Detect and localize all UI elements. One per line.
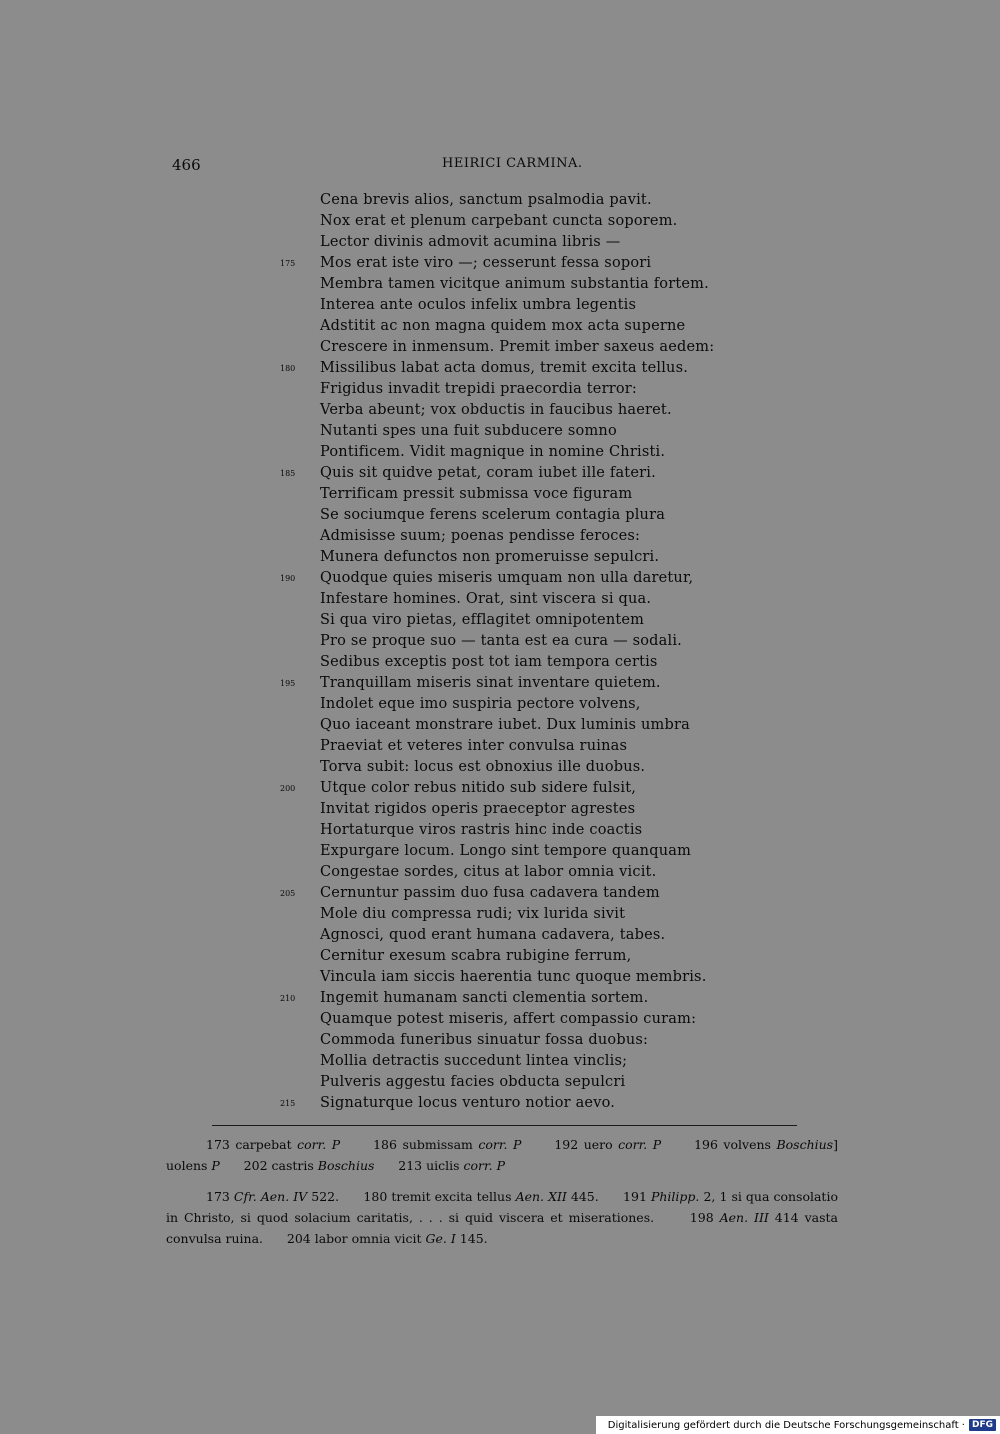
poem-line xyxy=(280,631,800,652)
poem-line xyxy=(280,652,800,673)
poem-line xyxy=(280,841,800,862)
poem-line xyxy=(280,295,800,316)
line-text: Mos erat iste viro —; cesserunt fessa sopori xyxy=(320,255,652,271)
line-text: Vincula iam siccis haerentia tunc quoque membris. xyxy=(320,969,707,985)
line-text: Cena brevis alios, sanctum psalmodia pavit. xyxy=(320,192,652,208)
poem-line xyxy=(280,694,800,715)
note-segment: corr. P xyxy=(463,1158,505,1173)
line-number: 190 xyxy=(280,574,296,583)
poem-line xyxy=(280,379,800,400)
line-text: Congestae sordes, citus at labor omnia vicit. xyxy=(320,864,657,880)
page-number: 466 xyxy=(172,156,201,174)
poem-line xyxy=(280,442,800,463)
poem-text xyxy=(280,190,800,1114)
line-text: Pontificem. Vidit magnique in nomine Christi. xyxy=(320,444,666,460)
poem-line xyxy=(280,715,800,736)
line-text: Admisisse suum; poenas pendisse feroces: xyxy=(320,528,641,544)
line-number: 180 xyxy=(280,364,296,373)
line-text: Quodque quies miseris umquam non ulla daretur, xyxy=(320,570,694,586)
poem-line xyxy=(280,484,800,505)
line-text: Nutanti spes una fuit subducere somno xyxy=(320,423,617,439)
dfg-logo: DFG xyxy=(969,1419,996,1431)
line-number: 175 xyxy=(280,259,296,268)
note-segment: 192 uero xyxy=(521,1137,619,1152)
line-text: Ingemit humanam sancti clementia sortem. xyxy=(320,990,649,1006)
line-text: Infestare homines. Orat, sint viscera si qua. xyxy=(320,591,652,607)
poem-line xyxy=(280,274,800,295)
poem-line xyxy=(280,946,800,967)
poem-line xyxy=(280,988,800,1009)
note-segment: Boschius xyxy=(776,1137,834,1152)
poem-line xyxy=(280,358,800,379)
poem-line xyxy=(280,421,800,442)
poem-line xyxy=(280,925,800,946)
source-notes xyxy=(166,1186,842,1249)
line-text: Quamque potest miseris, affert compassio curam: xyxy=(320,1011,697,1027)
poem-line xyxy=(280,568,800,589)
note-segment: corr. P xyxy=(478,1137,522,1152)
poem-line xyxy=(280,232,800,253)
line-text: Quis sit quidve petat, coram iubet ille fateri. xyxy=(320,465,656,481)
poem-line xyxy=(280,589,800,610)
poem-line xyxy=(280,526,800,547)
running-title: HEIRICI CARMINA. xyxy=(442,156,583,171)
critical-apparatus xyxy=(166,1134,842,1176)
poem-line xyxy=(280,862,800,883)
note-segment: 196 volvens xyxy=(661,1137,777,1152)
line-text: Commoda funeribus sinuatur fossa duobus: xyxy=(320,1032,649,1048)
note-segment: 173 carpebat xyxy=(206,1137,298,1152)
poem-line xyxy=(280,799,800,820)
line-text: Invitat rigidos operis praeceptor agrestes xyxy=(320,801,636,817)
line-text: Interea ante oculos infelix umbra legentis xyxy=(320,297,637,313)
poem-line xyxy=(280,337,800,358)
line-text: Torva subit: locus est obnoxius ille duobus. xyxy=(320,759,646,775)
poem-line xyxy=(280,610,800,631)
line-text: Cernitur exesum scabra rubigine ferrum, xyxy=(320,948,632,964)
line-number: 210 xyxy=(280,994,296,1003)
poem-line xyxy=(280,1009,800,1030)
note-segment: corr. P xyxy=(297,1137,341,1152)
poem-line xyxy=(280,316,800,337)
note-segment: ] uolens xyxy=(166,1137,842,1173)
line-text: Crescere in inmensum. Premit imber saxeus aedem: xyxy=(320,339,715,355)
line-number: 200 xyxy=(280,784,296,793)
line-text: Pro se proque suo — tanta est ea cura — sodali. xyxy=(320,633,682,649)
line-text: Mollia detractis succedunt lintea vinclis; xyxy=(320,1053,628,1069)
sources-paragraph xyxy=(166,1186,842,1249)
poem-line xyxy=(280,1072,800,1093)
line-text: Membra tamen vicitque animum substantia fortem. xyxy=(320,276,709,292)
line-text: Munera defunctos non promeruisse sepulcri. xyxy=(320,549,660,565)
note-segment: 522. 180 tremit excita tellus xyxy=(307,1189,516,1204)
note-segment: 213 uiclis xyxy=(374,1158,464,1173)
poem-line xyxy=(280,190,800,211)
note-segment: Cfr. Aen. IV xyxy=(233,1189,308,1204)
line-text: Missilibus labat acta domus, tremit excita tellus. xyxy=(320,360,689,376)
line-text: Adstitit ac non magna quidem mox acta superne xyxy=(320,318,686,334)
line-text: Verba abeunt; vox obductis in faucibus haeret. xyxy=(320,402,672,418)
poem-line xyxy=(280,211,800,232)
line-number: 185 xyxy=(280,469,296,478)
poem-line xyxy=(280,1093,800,1114)
note-segment: 445. 191 xyxy=(566,1189,651,1204)
line-text: Praeviat et veteres inter convulsa ruinas xyxy=(320,738,628,754)
line-text: Se sociumque ferens scelerum contagia plura xyxy=(320,507,666,523)
poem-line xyxy=(280,820,800,841)
poem-line xyxy=(280,673,800,694)
page-header xyxy=(172,156,782,178)
line-text: Mole diu compressa rudi; vix lurida sivit xyxy=(320,906,626,922)
poem-line xyxy=(280,757,800,778)
line-text: Cernuntur passim duo fusa cadavera tandem xyxy=(320,885,660,901)
poem-line xyxy=(280,736,800,757)
line-text: Nox erat et plenum carpebant cuncta soporem. xyxy=(320,213,678,229)
line-number: 205 xyxy=(280,889,296,898)
note-segment: Boschius xyxy=(317,1158,375,1173)
note-segment: Ge. I xyxy=(425,1231,456,1246)
poem-line xyxy=(280,1051,800,1072)
note-segment: 186 submissam xyxy=(340,1137,479,1152)
line-text: Sedibus exceptis post tot iam tempora certis xyxy=(320,654,658,670)
line-text: Pulveris aggestu facies obducta sepulcri xyxy=(320,1074,626,1090)
poem-line xyxy=(280,253,800,274)
poem-line xyxy=(280,547,800,568)
note-segment: Aen. III xyxy=(719,1210,769,1225)
line-text: Utque color rebus nitido sub sidere fulsit, xyxy=(320,780,637,796)
note-segment: Philipp. xyxy=(650,1189,700,1204)
poem-line xyxy=(280,400,800,421)
poem-line xyxy=(280,463,800,484)
line-number: 215 xyxy=(280,1099,296,1108)
note-segment: Aen. XII xyxy=(515,1189,567,1204)
line-text: Hortaturque viros rastris hinc inde coactis xyxy=(320,822,643,838)
note-segment: corr. P xyxy=(618,1137,662,1152)
line-text: Tranquillam miseris sinat inventare quietem. xyxy=(320,675,661,691)
line-text: Lector divinis admovit acumina libris — xyxy=(320,234,621,250)
poem-line xyxy=(280,967,800,988)
note-segment: 145. xyxy=(455,1231,488,1246)
poem-line xyxy=(280,505,800,526)
apparatus-paragraph xyxy=(166,1134,842,1176)
footnote-divider xyxy=(212,1125,797,1126)
poem-line xyxy=(280,883,800,904)
note-segment: 414 vasta convulsa ruina. 204 labor omnia vicit xyxy=(166,1210,842,1246)
note-segment: 2, 1 si qua consolatio in Christo, si quod solacium caritatis, . . . si quid viscera et miserationes. 198 xyxy=(166,1189,842,1225)
line-text: Quo iaceant monstrare iubet. Dux luminis umbra xyxy=(320,717,690,733)
line-text: Si qua viro pietas, efflagitet omnipotentem xyxy=(320,612,645,628)
digitization-footer xyxy=(596,1416,1000,1434)
line-text: Indolet eque imo suspiria pectore volvens, xyxy=(320,696,641,712)
note-segment: P xyxy=(211,1158,220,1173)
line-text: Frigidus invadit trepidi praecordia terror: xyxy=(320,381,637,397)
line-text: Expurgare locum. Longo sint tempore quanquam xyxy=(320,843,692,859)
line-text: Agnosci, quod erant humana cadavera, tabes. xyxy=(320,927,666,943)
poem-line xyxy=(280,904,800,925)
line-number: 195 xyxy=(280,679,296,688)
line-text: Terrificam pressit submissa voce figuram xyxy=(320,486,633,502)
note-segment: 173 xyxy=(206,1189,234,1204)
footer-credit: Digitalisierung gefördert durch die Deutsche Forschungsgemeinschaft · xyxy=(607,1419,965,1431)
poem-line xyxy=(280,1030,800,1051)
line-text: Signaturque locus venturo notior aevo. xyxy=(320,1095,616,1111)
poem-line xyxy=(280,778,800,799)
note-segment: 202 castris xyxy=(219,1158,318,1173)
